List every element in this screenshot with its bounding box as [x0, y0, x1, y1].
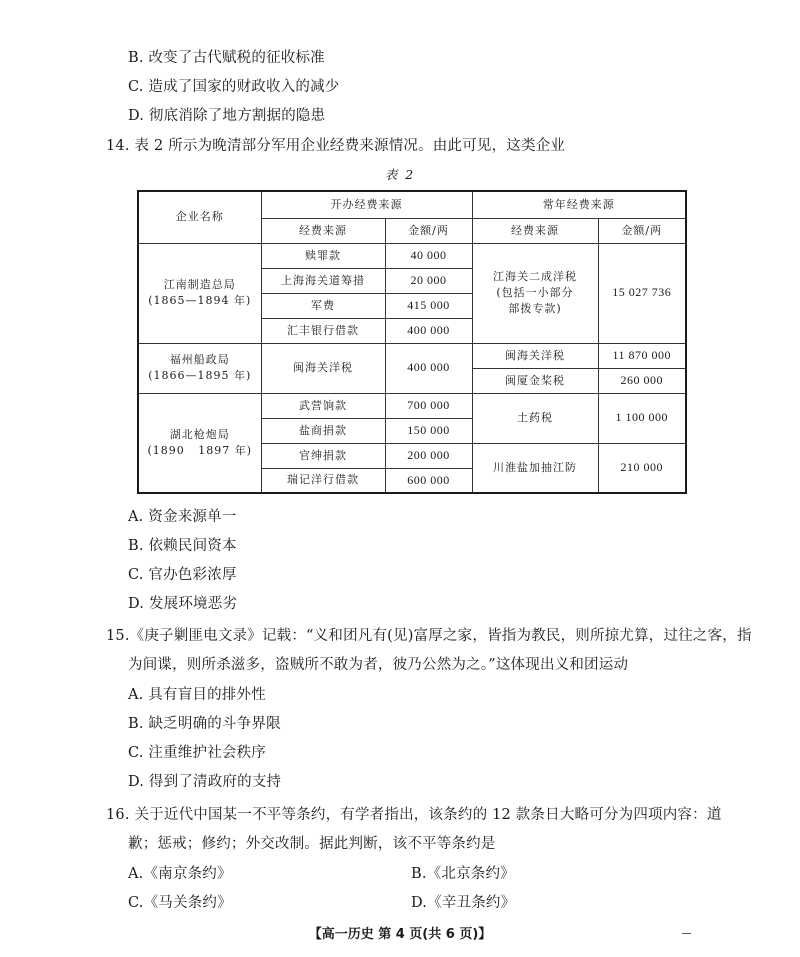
enterprise-jiangnan: [138, 243, 261, 343]
q15-option-c: C. 注重维护社会秩序: [128, 745, 266, 761]
table-caption: 表 2: [384, 167, 416, 182]
header-startup-amount: 金额/两: [385, 218, 472, 243]
startup-amount: 200 000: [385, 443, 472, 468]
q16-option-a: A.《南京条约》: [128, 866, 232, 882]
table-row: [138, 343, 686, 368]
startup-amount: 400 000: [385, 318, 472, 343]
startup-source: 盐商捐款: [261, 418, 385, 443]
annual-amount: 11 870 000: [598, 343, 686, 368]
startup-amount: 400 000: [385, 343, 472, 393]
q15-option-b: B. 缺乏明确的斗争界限: [128, 716, 281, 732]
annual-source: 土药税: [472, 393, 598, 443]
q15-stem-line1: 15.《庚子剿匪电文录》记载：“义和团凡有(见)富厚之家，皆指为教民，则所掠尤算，过往之客，指: [106, 628, 752, 644]
q13-option-b: B. 改变了古代赋税的征收标准: [128, 50, 325, 66]
q15-stem-line2: 为间谍，则所杀滋多，盗贼所不敢为者，彼乃公然为之。”这体现出义和团运动: [128, 657, 629, 673]
startup-source: 官绅捐款: [261, 443, 385, 468]
enterprise-name: 湖北枪炮局: [169, 427, 230, 441]
q16-option-c: C.《马关条约》: [128, 895, 232, 911]
annual-source: 川淮盐加抽江防: [472, 443, 598, 493]
startup-amount: 700 000: [385, 393, 472, 418]
annual-source-line: 部拨专款): [508, 301, 562, 315]
table-row: [138, 243, 686, 268]
startup-source: 瑞记洋行借款: [261, 468, 385, 493]
header-annual-source: 经费来源: [472, 218, 598, 243]
startup-source: 汇丰银行借款: [261, 318, 385, 343]
startup-source: 闽海关洋税: [261, 343, 385, 393]
annual-amount: 1 100 000: [598, 393, 686, 443]
annual-amount: 210 000: [598, 443, 686, 493]
annual-amount-jiangnan: 15 027 736: [598, 243, 686, 343]
q14-option-b: B. 依赖民间资本: [128, 538, 237, 554]
enterprise-years: (1890 1897 年): [147, 443, 253, 457]
q16-option-b: B.《北京条约》: [411, 866, 515, 882]
q14-option-d: D. 发展环境恶劣: [128, 596, 238, 612]
header-enterprise: 企业名称: [138, 191, 261, 243]
annual-source-line: 江海关二成洋税: [493, 270, 577, 284]
q14-stem: 14. 表 2 所示为晚清部分军用企业经费来源情况。由此可见，这类企业: [106, 138, 566, 154]
header-startup-source: 经费来源: [261, 218, 385, 243]
q14-option-c: C. 官办色彩浓厚: [128, 567, 237, 583]
q15-option-d: D. 得到了清政府的支持: [128, 774, 282, 790]
enterprise-years: (1865—1894 年): [148, 294, 252, 307]
q16-stem-line1: 16. 关于近代中国某一不平等条约，有学者指出，该条约的 12 款条日大略可分为四项内容：道: [106, 807, 722, 823]
startup-source: 上海海关道筹措: [261, 268, 385, 293]
q13-option-c: C. 造成了国家的财政收入的减少: [128, 79, 340, 95]
annual-source-line: (包括一小部分: [496, 286, 574, 300]
startup-source: 武营饷款: [261, 393, 385, 418]
q13-option-d: D. 彻底消除了地方割据的隐患: [128, 108, 326, 124]
annual-amount: 260 000: [598, 368, 686, 393]
page-footer: 【高一历史 第 4 页(共 6 页)】: [308, 927, 492, 942]
enterprise-fuzhou: [138, 343, 261, 393]
table-row: [138, 393, 686, 418]
annual-source: 闽海关洋税: [472, 343, 598, 368]
startup-amount: 20 000: [385, 268, 472, 293]
startup-source: 赎罪款: [261, 243, 385, 268]
enterprise-name: 福州船政局: [169, 353, 230, 367]
startup-amount: 415 000: [385, 293, 472, 318]
annual-source: 闽厦金桨税: [472, 368, 598, 393]
startup-amount: 40 000: [385, 243, 472, 268]
startup-amount: 600 000: [385, 468, 472, 493]
annual-source-jiangnan: [472, 243, 598, 343]
enterprise-hubei: [138, 393, 261, 493]
enterprise-years: (1866—1895 年): [148, 369, 252, 382]
header-startup-funds: 开办经费来源: [261, 191, 472, 218]
q16-option-d: D.《辛丑条约》: [411, 895, 516, 911]
funding-table: [137, 190, 687, 494]
q15-option-a: A. 具有盲目的排外性: [128, 687, 266, 703]
enterprise-name: 江南制造总局: [163, 278, 236, 292]
header-annual-funds: 常年经费来源: [472, 191, 686, 218]
corner-mark: [682, 933, 691, 934]
startup-amount: 150 000: [385, 418, 472, 443]
startup-source: 军费: [261, 293, 385, 318]
header-annual-amount: 金额/两: [598, 218, 686, 243]
q14-option-a: A. 资金来源单一: [128, 509, 237, 525]
q16-stem-line2: 歉；惩戒；修约；外交改制。据此判断，该不平等条约是: [128, 836, 496, 852]
